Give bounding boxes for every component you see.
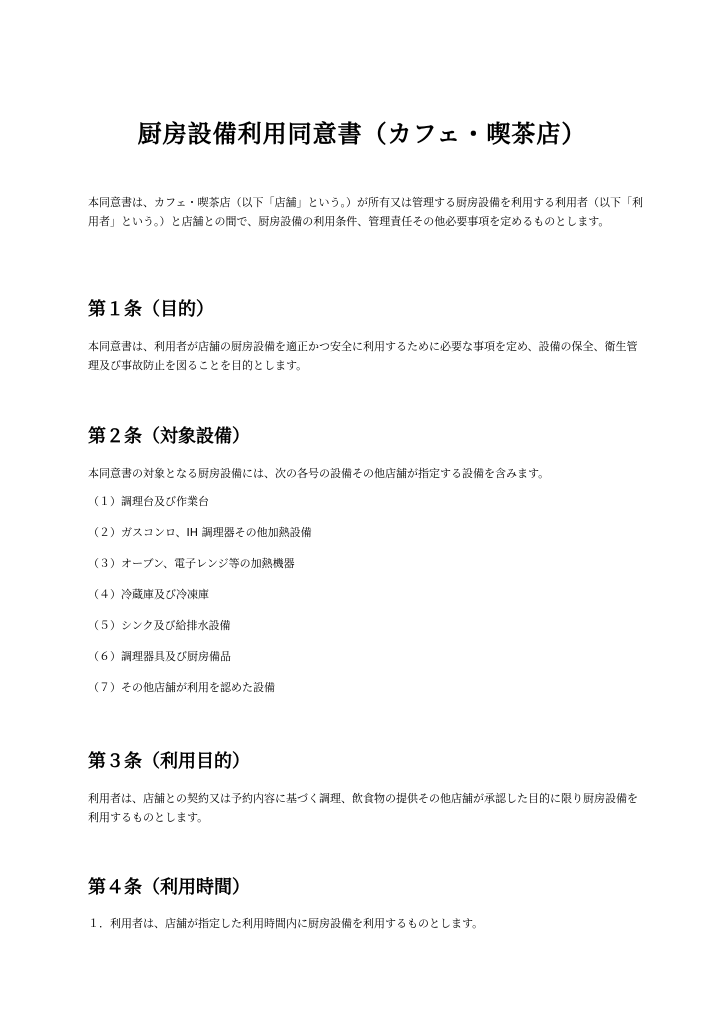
intro-paragraph: 本同意書は、カフェ・喫茶店（以下「店舗」という。）が所有又は管理する厨房設備を利用する利用者（以下「利用者」という。）と店舗との間で、厨房設備の利用条件、管理責任その他必要事項を定めるものとします。 xyxy=(88,196,643,228)
article2-item-6: （６）調理器具及び厨房備品 xyxy=(88,650,231,663)
article2-heading: 第２条（対象設備） xyxy=(88,426,250,447)
article2-body: 本同意書の対象となる厨房設備には、次の各号の設備その他店舗が指定する設備を含みます。 xyxy=(88,467,550,480)
document-title: 厨房設備利用同意書（カフェ・喫茶店） xyxy=(137,120,587,148)
article3-body: 利用者は、店舗との契約又は予約内容に基づく調理、飲食物の提供その他店舗が承認した目的に限り厨房設備を利用するものとします。 xyxy=(88,792,638,824)
article4-body: １．利用者は、店舗が指定した利用時間内に厨房設備を利用するものとします。 xyxy=(88,917,484,930)
article1-body: 本同意書は、利用者が店舗の厨房設備を適正かつ安全に利用するために必要な事項を定め、設備の保全、衛生管理及び事故防止を図ることを目的とします。 xyxy=(88,340,638,372)
article2-item-7: （７）その他店舗が利用を認めた設備 xyxy=(88,681,275,694)
article2-item-4: （４）冷蔵庫及び冷凍庫 xyxy=(88,588,209,601)
article2-item-2: （２）ガスコンロ、IH 調理器その他加熱設備 xyxy=(88,526,312,539)
article2-item-1: （１）調理台及び作業台 xyxy=(88,495,209,508)
article3-heading: 第３条（利用目的） xyxy=(88,751,250,772)
article2-item-3: （３）オーブン、電子レンジ等の加熱機器 xyxy=(88,557,295,570)
article2-item-5: （５）シンク及び給排水設備 xyxy=(88,619,231,632)
article4-heading: 第４条（利用時間） xyxy=(88,877,250,898)
article1-heading: 第１条（目的） xyxy=(88,299,214,320)
